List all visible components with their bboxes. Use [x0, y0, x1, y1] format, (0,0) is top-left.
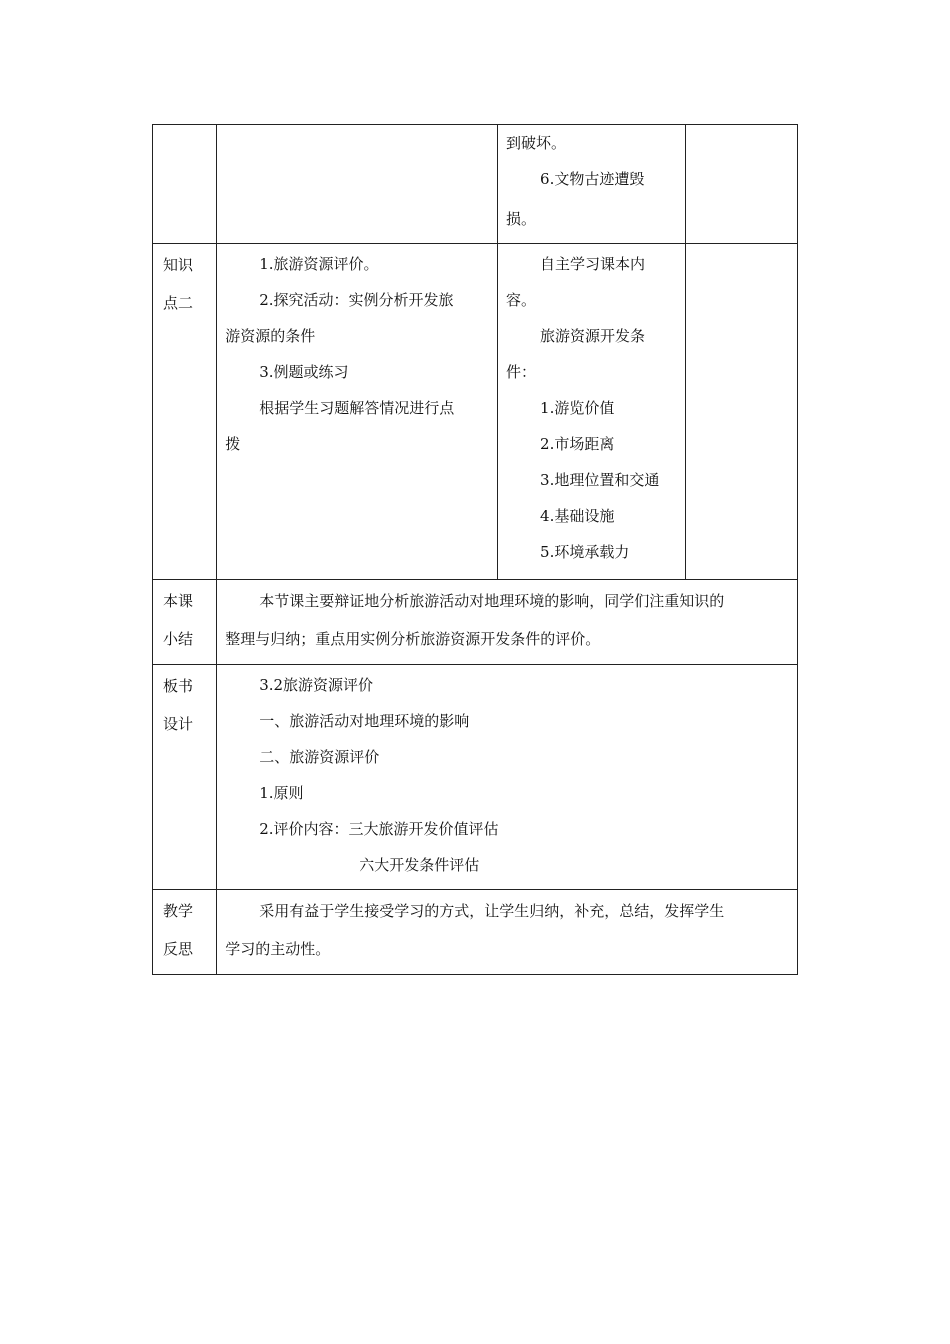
activity-line: 旅游资源开发条 — [540, 327, 646, 345]
cont-label-cell — [153, 125, 217, 244]
activity-line: 自主学习课本内 — [540, 255, 646, 273]
reflection-line: 学习的主动性。 — [225, 940, 331, 958]
reflection-text-cell — [217, 890, 798, 975]
knowledge2-activity-cell — [498, 244, 686, 580]
content-line: 3.例题或练习 — [259, 363, 349, 381]
content-line: 1.旅游资源评价。 — [259, 255, 379, 273]
board-label-cell — [153, 665, 217, 890]
activity-line: 5.环境承载力 — [540, 543, 630, 561]
summary-text-cell — [217, 580, 798, 665]
activity-line: 4.基础设施 — [540, 507, 615, 525]
knowledge2-content-cell — [217, 244, 498, 580]
activity-line: 3.地理位置和交通 — [540, 471, 660, 489]
row-board-design — [153, 665, 798, 890]
summary-line: 整理与归纳；重点用实例分析旅游资源开发条件的评价。 — [225, 630, 601, 648]
activity-line: 件： — [506, 363, 537, 381]
cont-activity-cell — [498, 125, 686, 244]
row-summary — [153, 580, 798, 665]
board-line: 1.原则 — [259, 784, 304, 802]
board-line: 二、旅游资源评价 — [259, 748, 380, 766]
activity-line: 容。 — [506, 291, 537, 309]
row-knowledge-point-2 — [153, 244, 798, 580]
cont-note-cell — [685, 125, 797, 244]
activity-line: 2.市场距离 — [540, 435, 615, 453]
content-line: 游资源的条件 — [225, 327, 316, 345]
board-text-cell — [217, 665, 798, 890]
summary-label-cell — [153, 580, 217, 665]
knowledge2-label-cell — [153, 244, 217, 580]
content-line: 2.探究活动：实例分析开发旅 — [259, 291, 454, 309]
row-label: 知识 — [163, 256, 194, 274]
cont-content-cell — [217, 125, 498, 244]
cont-line: 6.文物古迹遭毁 — [540, 170, 645, 188]
summary-line: 本节课主要辩证地分析旅游活动对地理环境的影响，同学们注重知识的 — [259, 592, 725, 610]
row-label: 本课 — [163, 592, 194, 610]
knowledge2-note-cell — [685, 244, 797, 580]
reflection-label-cell — [153, 890, 217, 975]
content-line: 根据学生习题解答情况进行点 — [259, 399, 455, 417]
reflection-line: 采用有益于学生接受学习的方式，让学生归纳，补充，总结，发挥学生 — [259, 902, 725, 920]
cont-line: 损。 — [506, 210, 537, 228]
activity-line: 1.游览价值 — [540, 399, 615, 417]
board-line: 一、旅游活动对地理环境的影响 — [259, 712, 470, 730]
row-label: 板书 — [163, 677, 194, 695]
cont-line: 到破坏。 — [506, 134, 567, 152]
row-continuation — [153, 125, 798, 244]
row-label: 小结 — [163, 630, 194, 648]
board-line: 六大开发条件评估 — [359, 856, 480, 874]
board-line: 2.评价内容：三大旅游开发价值评估 — [259, 820, 499, 838]
content-line: 拨 — [225, 435, 241, 453]
board-line: 3.2旅游资源评价 — [259, 676, 374, 694]
row-reflection — [153, 890, 798, 975]
row-label: 设计 — [163, 715, 194, 733]
row-label: 反思 — [163, 940, 194, 958]
row-label: 教学 — [163, 902, 194, 920]
lesson-plan-table — [152, 124, 798, 975]
row-label: 点二 — [163, 294, 194, 312]
